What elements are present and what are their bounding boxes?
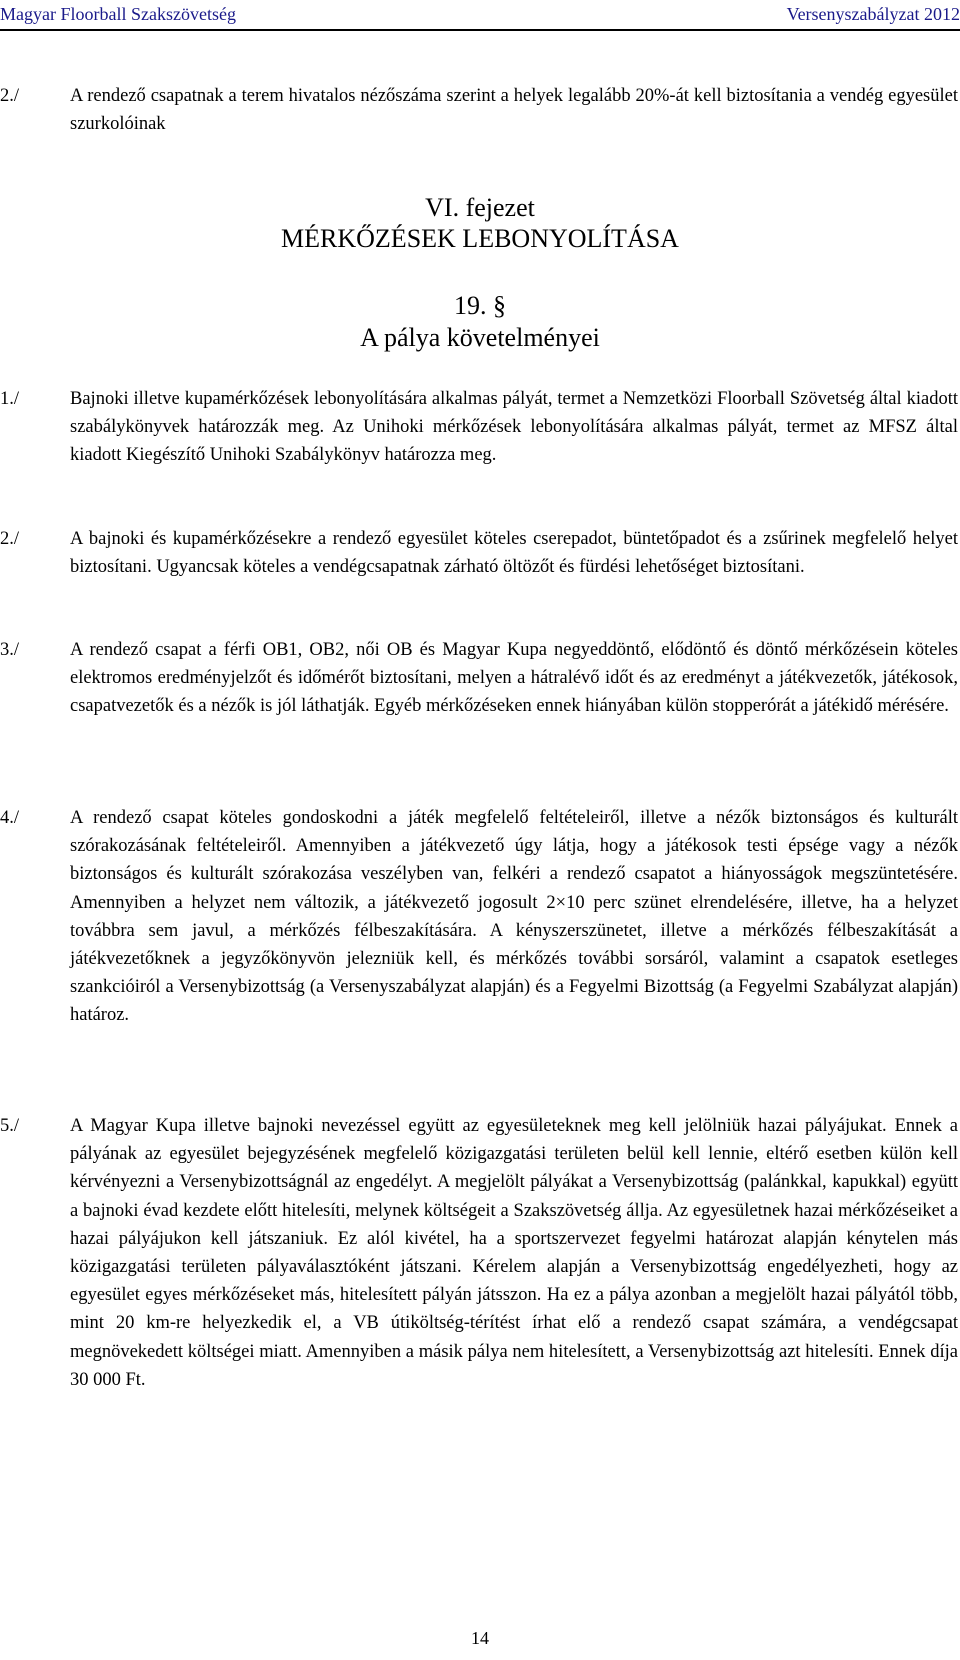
paragraph-3 — [0, 636, 960, 780]
header-document-title: Versenyszabályzat 2012 — [786, 4, 960, 24]
paragraph-number: 2./ — [0, 529, 20, 549]
paragraph-text: A rendező csapat köteles gondoskodni a játék megfelelő feltételeiről, illetve a nézők biztonságos és kulturált szórakozásának feltételeiről. Amennyiben a játékvezető úgy látja, hogy a játékosok testi épsége vagy a nézők biztonságos és kulturált szórakozása veszélyben van, felkéri a rendező csapatot a hiányosságok megszüntetésére. Amennyiben a helyzet nem változik, a játékvezető jogosult 2×10 perc szünet elrendelésére, illetve, ha a helyzet továbbra sem javul, a mérkőzés félbeszakítására. A kényszerszünetet, illetve a mérkőzés félbeszakítását a játékvezetőknek a jegyzőkönyvön jelezniük kell, és mérkőzés további sorsáról, valamint a csapatok esetleges szankcióiról a Versenybizottság (a Versenyszabályzat alapján) és a Fegyelmi Bizottság (a Fegyelmi Szabályzat alapján) határoz. — [70, 808, 958, 1026]
chapter-title: MÉRKŐZÉSEK LEBONYOLÍTÁSA — [281, 224, 679, 253]
paragraph-text: A rendező csapatnak a terem hivatalos nézőszáma szerint a helyek legalább 20%-át kell biztosítania a vendég egyesület szurkolóinak — [70, 86, 958, 135]
paragraph-2 — [0, 525, 960, 613]
page-header — [0, 4, 960, 26]
section-number: 19. § — [454, 291, 506, 320]
paragraph-number: 5./ — [0, 1116, 20, 1136]
paragraph-1 — [0, 385, 960, 501]
paragraph-text: Bajnoki illetve kupamérkőzések lebonyolítására alkalmas pályát, termet a Nemzetközi Floorball Szövetség által kiadott szabálykönyvek határozzák meg. Az Unihoki mérkőzések lebonyolítására alkalmas pályát, termet az MFSZ által kiadott Kiegészítő Unihoki Szabálykönyv határozza meg. — [70, 389, 958, 466]
header-divider — [0, 29, 960, 31]
paragraph-number: 3./ — [0, 640, 20, 660]
paragraph-4 — [0, 804, 960, 1088]
header-organization: Magyar Floorball Szakszövetség — [0, 4, 236, 24]
paragraph-text: A rendező csapat a férfi OB1, OB2, női OB és Magyar Kupa negyeddöntő, elődöntő és döntő mérkőzésein köteles elektromos eredményjelzőt és időmérőt biztosítani, melyen a hátralévő időt és az eredményt a játékvezetők, játékosok, csapatvezetők és a nézők is jól láthatják. Egyéb mérkőzéseken ennek hiányában külön stopperórát a játékidő mérésére. — [70, 640, 958, 717]
paragraph-5 — [0, 1112, 960, 1512]
paragraph-number: 4./ — [0, 808, 20, 828]
paragraph-number: 1./ — [0, 389, 20, 409]
intro-paragraph — [0, 82, 960, 142]
paragraph-text: A Magyar Kupa illetve bajnoki nevezéssel együtt az egyesületeknek meg kell jelölniük hazai pályájukat. Ennek a pályának az egyesület bejegyzésének megfelelő közigazgatási területen belül kell lennie, eltérő esetben külön kell kérvényezni a Versenybizottságnál az engedélyt. A megjelölt pályákat a Versenybizottság (palánkkal, kapukkal) együtt a bajnoki évad kezdete előtt hitelesíti, melynek költségeit a Szakszövetség állja. Az egyesületnek hazai mérkőzéseiket a hazai pályájukon kell játszaniuk. Ez alól kivétel, ha a sportszervezet fegyelmi határozat alapján kénytelen más közigazgatási területen pályaválasztóként játszani. Kérelem alapján a Versenybizottság engedélyezheti, hogy az egyesület egyes mérkőzéseket más, hitelesített pályán játsszon. Ha ez a pálya azonban a megjelölt hazai pályától több, mint 20 km-re helyezkedik el, a VB útiköltség-térítést írhat elő a rendező csapat számára, a vendégcsapat megnövekedett költségei miatt. Amennyiben a másik pálya nem hitelesített, a Versenybizottság azt hitelesíti. Ennek díja 30 000 Ft. — [70, 1116, 958, 1390]
chapter-number: VI. fejezet — [425, 193, 535, 222]
page-number: 14 — [471, 1628, 489, 1648]
paragraph-text: A bajnoki és kupamérkőzésekre a rendező egyesület köteles cserepadot, büntetőpadot és a zsűrinek megfelelő helyet biztosítani. Ugyancsak köteles a vendégcsapatnak zárható öltözőt és fürdési lehetőséget biztosítani. — [70, 529, 958, 578]
section-title: A pálya követelményei — [360, 323, 600, 352]
paragraph-number: 2./ — [0, 86, 20, 106]
